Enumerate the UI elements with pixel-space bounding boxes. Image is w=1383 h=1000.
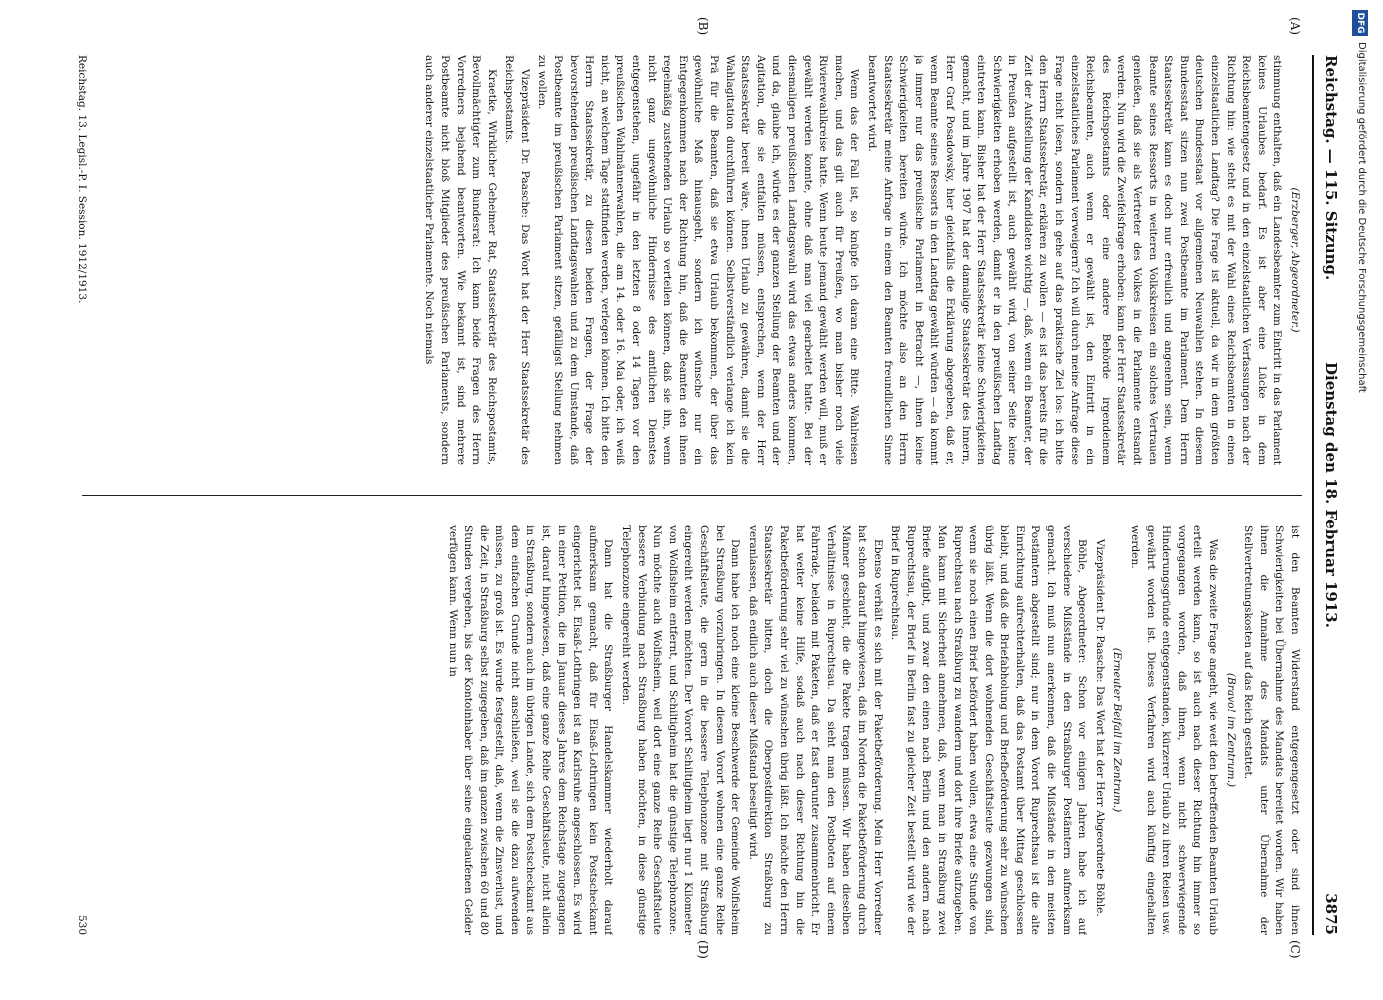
rotated-page-content: [70, 17, 1350, 959]
signature-number: 530: [76, 914, 88, 935]
paragraph: Vizepräsident Dr. Paasche: Das Wort hat der Herr Staatssekretär des Reichspostamts.: [503, 55, 531, 465]
margin-marker-b: (B): [696, 17, 710, 36]
paragraph: Dann hat die Straßburger Handelskammer wiederholt darauf aufmerksam gemacht, daß für Elsaß-Lothringen kein Postscheckamt eingerichtet ist. Elsaß-Lothringen ist an Karlsruhe angeschlossen. Es wird in einer Petition, die im Januar dieses Jahres dem Reichstage zugegangen ist, darauf hingewiesen, daß eine ganze Reihe Geschäftsleute, nicht allein in Straßburg, sondern auch im übrigen Lande, sich dem Postscheckamt aus dem einfachen Grunde nicht anschließen, weil sie die dazu aufwenden müssen, zu groß ist. Es wurde festgestellt, daß, wenn die Zinsverlust, und die Zeit, in Straßburg selbst zugegeben, daß im ganzen zwischen 60 und 80 Stunden vergehen, bis der Kontoinhaber über seine eingelaufenen Gelder verfügen kann. Wenn nun in: [446, 525, 615, 935]
paragraph: Kraetke, Wirklicher Geheimer Rat, Staatssekretär des Reichspostamts, Bevollmächtigter zum Bundesrat: Ich kann beide Fragen des Herrn Vorredners bejahend beantworten. Wie bekannt ist, sind mehrere Postbeamte nicht bloß Mitglieder des preußischen Parlaments, sondern auch anderer einzelstaatlicher Parlamente. Noch niemals: [423, 55, 498, 465]
credit-text: Digitalisierung gefördert durch die Deutsche Forschungsgemeinschaft: [1356, 42, 1367, 393]
speaker-note: (Erzberger, Abgeordneter.): [1289, 187, 1301, 333]
header-rule: [1312, 55, 1314, 935]
paragraph: Wenn das der Fall ist, so knüpfe ich daran eine Bitte. Wahlreisen machen, und das gilt auch für Preußen, wo man bisher noch viele Rivierewahlkreise hatte. Wenn heute jemand gewählt werden will, muß er gewählt werden konnte, ohne daß man viel gearbeitet hatte. Bei der diesmaligen preußischen Landtagswahl wird das etwas anders kommen, und da, glaube ich, würde es der ganzen Stellung der Beamten und der Agitation, die sie entfalten müssen, entsprechen, wenn der Herr Staatssekretär bereit wäre, ihnen Urlaub zu gewähren, damit sie die Wahlagitation durchführen können. Selbstverständlich verlange ich kein Prä für die Beamten, daß sie etwa Urlaub bekommen, der über das gewöhnliche Maß hinausgeht, sondern ich wünsche nur ein Entgegenkommen nach der Richtung hin, daß die Beamten den ihnen regelmäßig zustehenden Urlaub so verteilen können, daß sie ihn, wenn nicht ganz ungewöhnliche Hindernisse des amtlichen Dienstes entgegenstehen, ungefähr in den letzten 8 oder 14 Tagen vor den preußischen Wahlmännerwahlen, die am 14. oder 16. Mai oder, ich weiß nicht, an welchem Tage stattfinden werden, verlegen können. Ich bitte den Herrn Staatssekretär, zu diesen beiden Fragen, der Frage der bevorstehenden preußischen Landtagswahlen und zu dem Umstande, daß Postbeamte im preußischen Parlament sitzen, gefälligst Stellung nehmen zu wollen.: [536, 55, 861, 465]
margin-marker-a: (A): [1288, 17, 1302, 36]
interjection: (Bravo! im Zentrum.): [1224, 672, 1237, 788]
margin-marker-c: (C): [1288, 940, 1302, 959]
dfg-logo-icon: DFG: [1352, 10, 1368, 36]
paragraph: Was die zweite Frage angeht, wie weit den betreffenden Beamten Urlaub erteilt werden kann, so ist auch nach dieser Richtung hin immer so vorgegangen worden, daß ihnen, wenn nicht schwerwiegende Hinderungsgründe entgegenstanden, kürzerer Urlaub zu ihren Reisen usw. gewährt worden ist. Dieses Verfahren wird auch künftig eingehalten werden.: [1129, 525, 1220, 935]
header-date: Dienstag den 18. Februar 1913.: [1322, 362, 1340, 628]
text-column-right: [72, 525, 1302, 935]
digitization-credit: [1348, 10, 1370, 990]
paragraph: ist den Beamten Widerstand entgegengesetzt oder sind ihnen Schwierigkeiten bei Übernahme des Mandats bereitet worden. Wir haben ihnen die Annahme des Mandats unter Übernahme der Stellvertretungskosten auf das Reich gestattet.: [1242, 525, 1301, 935]
paragraph: Böhle, Abgeordneter: Schon vor einigen Jahren habe ich auf verschiedene Mißstände in den Straßburger Postämtern aufmerksam gemacht. Ich muß nun anerkennen, daß die Mißstände in den meisten Postämtern abgestellt sind; nur in dem Vorort Ruprechtsau ist die alte Einrichtung aufrechterhalten, daß das Postamt über Mittag geschlossen bleibt, und daß die Briefabholung und Briefbeförderung sehr zu wünschen übrig läßt. Wenn die dort wohnenden Geschäftsleute gezwungen sind, wenn sie noch einen Brief befördert haben wollen, etwa eine Stunde von Ruprechtsau nach Straßburg zu wandern und dort ihre Briefe aufzugeben. Man kann mit Sicherheit annehmen, daß, wenn man in Straßburg zwei Briefe aufgibt, und zwar den einen nach Berlin und den andern nach Ruprechtsau, der Brief in Berlin fast zu gleicher Zeit bestellt wird wie der Brief in Ruprechtsau.: [889, 525, 1089, 935]
margin-marker-d: (D): [696, 940, 710, 959]
interjection: (Erneuter Beifall im Zentrum.): [1111, 647, 1124, 813]
column-divider: [82, 495, 1302, 496]
page-number: 3875: [1322, 893, 1340, 935]
paragraph: Dann habe ich noch eine kleine Beschwerde der Gemeinde Wolfisheim bei Straßburg vorzubringen. In diesem Vorort wohnen eine ganze Reihe Geschäftsleute, die gern in die bessere Telephonzone mit Straßburg eingereiht werden möchten. Der Vorort Schiltigheim liegt nur 1 Kilometer von Wolfisheim entfernt, und Schiltigheim hat die günstige Telephonzone. Nun möchte auch Wolfisheim, weil dort eine ganze Reihe Geschäftsleute bessere Verbindung nach Straßburg haben möchten, in diese günstige Telephonzone eingereiht werden.: [620, 525, 742, 935]
paragraph: stimmung enthalten, daß ein Landesbeamter zum Eintritt in das Parlament keines Urlaubes bedarf. Es ist aber eine Lücke in dem Reichsbeamtengesetz und in den einzelstaatlichen Verfassungen nach der Richtung hin: wie steht es mit der Wahl eines Reichsbeamten in einen einzelstaatlichen Landtag? Die Frage ist aktuell, da wir in dem größten deutschen Bundesstaat vor allgemeinen Neuwahlen stehen. In diesem Bundesstaat sitzen nun zwei Postbeamte im Parlament. Dem Herrn Staatssekretär kann es doch nur erfreulich und angenehm sein, wenn Beamte seines Ressorts in weiteren Volkskreisen ein solches Vertrauen genießen, daß sie als Vertreter des Volkes in die Parlamente entsandt werden. Nun wird die Zweifelsfrage erhoben: kann der Herr Staatssekretär des Reichspostamts oder eine andere Behörde irgendeinem Reichsbeamten, auch wenn er gewählt ist, den Eintritt in ein einzelstaatliches Parlament verweigern? Ich will durch meine Anfrage diese Frage nicht lösen, sondern ich gehe auf das praktische Ziel los: ich bitte den Herrn Staatssekretär, erklären zu wollen — es ist das bereits für die Zeit der Aufstellung der Kandidaten wichtig —, daß, wenn ein Beamter, der in Preußen aufgestellt ist, auch gewählt wird, von seiner Seite keine Schwierigkeiten erhoben werden, damit er in den preußischen Landtag eintreten kann. Bisher hat der Herr Staatssekretär keine Schwierigkeiten gemacht, und im Jahre 1907 hat der damalige Staatssekretär des Innern, Herr Graf Posadowsky, hier gleichfalls die Erklärung abgegeben, daß er, wenn Beamte seines Ressorts in den Landtag gewählt würden — da kommt ja immer nur das preußische Parlament in Betracht —, ihnen keine Schwierigkeiten bereiten würde. Ich möchte also an den Herrn Staatssekretär meine Anfrage in einem den Beamten freundlichen Sinne beantwortet wird.: [865, 55, 1284, 465]
paragraph: Ebenso verhält es sich mit der Paketbeförderung. Mein Herr Vorredner hat schon darauf hingewiesen, daß im Norden die Paketbeförderung durch Männer geschieht, die die Pakete tragen müssen. Wir haben dieselben Verhältnisse in Ruprechtsau. Da sieht man den Postboten auf einem Fahrrade, beladen mit Paketen, daß er fast darunter zusammenbricht. Er hat weiter keine Hilfe, sodaß auch nach dieser Richtung hin die Paketbeförderung sehr viel zu wünschen übrig läßt. Ich möchte den Herrn Staatssekretär bitten, doch die Oberpostdirektion Straßburg zu veranlassen, daß endlich auch dieser Mißstand beseitigt wird.: [746, 525, 884, 935]
paragraph: Vizepräsident Dr. Paasche: Das Wort hat der Herr Abgeordnete Böhle.: [1093, 539, 1106, 917]
text-column-left: [72, 55, 1302, 465]
header-left: Reichstag. — 115. Sitzung.: [1322, 55, 1340, 281]
page-header: [1310, 55, 1350, 935]
session-footer: Reichstag. 13. Legisl.-P. I. Session. 1912/1913.: [76, 55, 88, 304]
